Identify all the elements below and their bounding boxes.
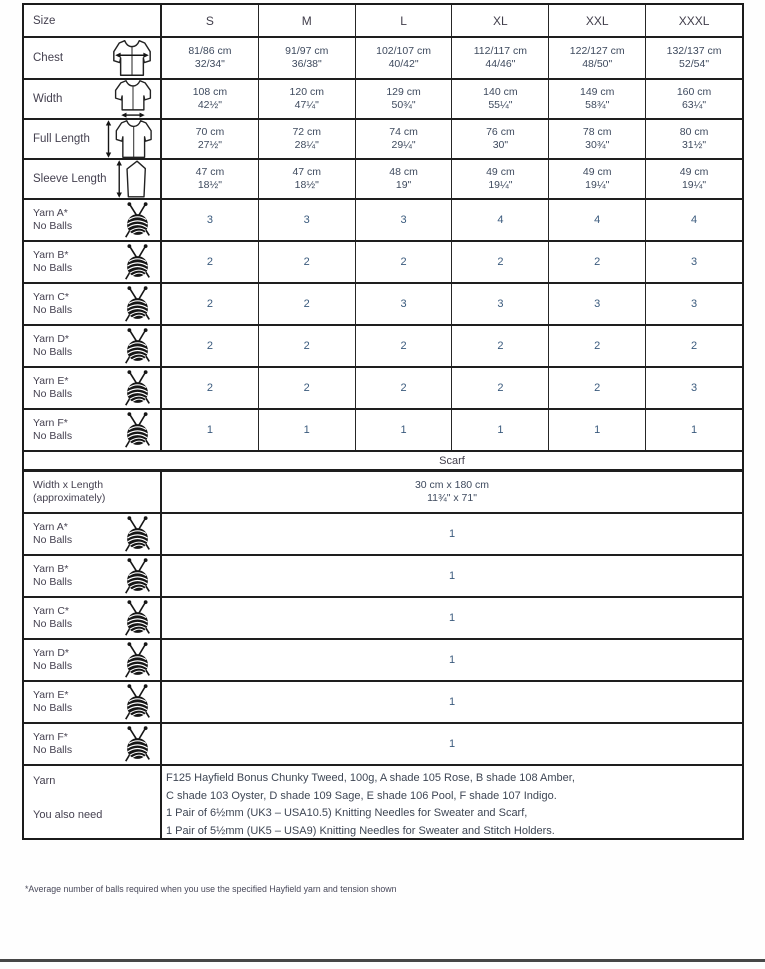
yarn-c-value-cell <box>259 284 356 324</box>
width-value-cell <box>646 80 742 118</box>
yarn-f-value-cell <box>259 410 356 450</box>
ball-count: 2 <box>690 340 698 352</box>
size-col-label: M <box>301 13 312 28</box>
yarn-b-value-cell <box>162 242 259 282</box>
scarf-yarn-c-value-cell <box>162 598 742 638</box>
value-in: 30¾" <box>585 139 610 151</box>
yarn-name: Yarn B* <box>33 248 69 261</box>
value-in: 19" <box>395 179 412 191</box>
yarn-f-value-cell <box>356 410 453 450</box>
value-in: 58¾" <box>585 99 610 111</box>
no-balls-label: No Balls <box>33 744 73 756</box>
full-length-label: Full Length <box>33 133 90 145</box>
scarf-heading-row <box>24 452 742 472</box>
yarn-d-value-cell <box>259 326 356 366</box>
ball-count: 3 <box>497 298 504 310</box>
ball-count: 1 <box>690 424 698 436</box>
ball-count: 2 <box>594 256 601 268</box>
value-cm: 47 cm <box>292 165 322 178</box>
value-cm: 49 cm <box>486 165 515 178</box>
ball-count: 4 <box>594 214 601 226</box>
yarn-f-row <box>24 410 742 452</box>
yarn-ball-icon <box>121 369 154 407</box>
yarn-a-value-cell <box>452 200 549 240</box>
ball-count: 2 <box>497 340 504 352</box>
yarn-a-label-cell <box>24 200 162 240</box>
width-value-cell <box>356 80 453 118</box>
value-cm: 72 cm <box>292 125 322 138</box>
yarn-ball-icon <box>121 683 154 721</box>
no-balls-label: No Balls <box>33 702 73 714</box>
yarn-a-value-cell <box>646 200 742 240</box>
ball-count: 2 <box>400 256 407 268</box>
value-cm: 76 cm <box>486 125 515 138</box>
materials-label-cell <box>24 766 162 838</box>
scarf-heading-spacer <box>24 452 162 469</box>
yarn-b-row <box>24 242 742 284</box>
yarn-b-value-cell <box>646 242 742 282</box>
full-length-value-cell <box>356 120 453 158</box>
full-length-value-cell <box>549 120 646 158</box>
scarf-dimensions-value-cell <box>162 472 742 512</box>
yarn-b-value-cell <box>549 242 646 282</box>
size-col-label: XL <box>493 13 508 28</box>
ball-count: 1 <box>497 424 504 436</box>
ball-count: 2 <box>206 256 213 268</box>
value-cm: 48 cm <box>389 165 418 178</box>
scarf-yarn-e-label-cell <box>24 682 162 722</box>
yarn-ball-icon <box>121 243 154 281</box>
ball-count: 2 <box>594 340 601 352</box>
full-length-row <box>24 120 742 160</box>
no-balls-label: No Balls <box>33 262 73 274</box>
yarn-f-value-cell <box>549 410 646 450</box>
sleeve-length-value-cell <box>452 160 549 198</box>
scarf-yarn-f-label-cell <box>24 724 162 764</box>
value-in: 19¼" <box>488 179 513 191</box>
scarf-yarn-b-label-cell <box>24 556 162 596</box>
scarf-yarn-f-label <box>33 731 72 758</box>
ball-count: 2 <box>303 256 310 268</box>
size-header-label: Size <box>33 14 56 27</box>
value-cm: 129 cm <box>386 85 421 98</box>
width-value-cell <box>162 80 259 118</box>
ball-count: 1 <box>594 424 601 436</box>
yarn-a-value-cell <box>259 200 356 240</box>
value-cm: 108 cm <box>192 85 228 98</box>
value-in: 18½" <box>197 179 222 191</box>
no-balls-label: No Balls <box>33 534 73 546</box>
yarn-ball-icon <box>121 725 154 763</box>
scarf-heading-cell <box>162 452 742 469</box>
ball-count: 2 <box>400 382 407 394</box>
full-length-label-cell <box>24 120 162 158</box>
scarf-yarn-c-label-cell <box>24 598 162 638</box>
ball-count: 1 <box>448 738 456 750</box>
no-balls-label: No Balls <box>33 576 73 588</box>
yarn-a-value-cell <box>162 200 259 240</box>
ball-count: 1 <box>206 424 213 436</box>
chest-value-cell <box>356 38 453 78</box>
sleeve-length-row <box>24 160 742 200</box>
size-col-xxxl <box>646 5 742 36</box>
yarn-name: Yarn F* <box>33 416 68 429</box>
yarn-ball-icon <box>121 641 154 679</box>
chest-label-cell <box>24 38 162 78</box>
scarf-yarn-f-row <box>24 724 742 766</box>
dim-label-line1: Width x Length <box>33 478 104 491</box>
size-col-xl <box>452 5 549 36</box>
value-cm: 149 cm <box>580 85 615 98</box>
scarf-dimensions-label-cell <box>24 472 162 512</box>
materials-row <box>24 766 742 838</box>
value-in: 31½" <box>681 139 707 151</box>
width-label-cell <box>24 80 162 118</box>
ball-count: 4 <box>497 214 504 226</box>
dim-label-line2: (approximately) <box>33 492 106 504</box>
value-cm: 120 cm <box>289 85 324 98</box>
width-label: Width <box>33 93 63 105</box>
ball-count: 2 <box>206 340 213 352</box>
ball-count: 3 <box>594 298 601 310</box>
value-in: 44/46" <box>485 58 516 70</box>
yarn-f-label-cell <box>24 410 162 450</box>
yarn-c-value-cell <box>356 284 453 324</box>
value-cm: 132/137 cm <box>666 44 722 57</box>
ball-count: 3 <box>690 382 698 394</box>
ball-count: 3 <box>400 214 407 226</box>
size-col-label: XXXL <box>678 13 710 28</box>
scarf-heading: Scarf <box>439 454 465 467</box>
value-in: 18½" <box>294 179 319 191</box>
scarf-yarn-e-label <box>33 689 72 716</box>
no-balls-label: No Balls <box>33 346 73 358</box>
yarn-materials-label: Yarn <box>33 775 56 787</box>
yarn-a-row <box>24 200 742 242</box>
yarn-ball-icon <box>121 201 154 239</box>
yarn-e-value-cell <box>646 368 742 408</box>
yarn-name: Yarn E* <box>33 688 69 701</box>
ball-count: 3 <box>690 256 698 268</box>
value-cm: 102/107 cm <box>376 44 431 57</box>
value-in: 55¼" <box>488 99 513 111</box>
no-balls-label: No Balls <box>33 220 73 232</box>
value-cm: 30 cm x 180 cm <box>414 478 490 491</box>
scarf-yarn-b-row <box>24 556 742 598</box>
scarf-yarn-e-row <box>24 682 742 724</box>
yarn-c-value-cell <box>549 284 646 324</box>
value-in: 28¼" <box>294 139 319 151</box>
yarn-a-value-cell <box>549 200 646 240</box>
size-col-label: S <box>205 13 214 28</box>
scarf-yarn-d-value-cell <box>162 640 742 680</box>
sleeve-length-value-cell <box>162 160 259 198</box>
yarn-e-label <box>33 375 72 402</box>
chest-value-cell <box>452 38 549 78</box>
yarn-name: Yarn E* <box>33 374 69 387</box>
ball-count: 1 <box>448 696 456 708</box>
yarn-name: Yarn B* <box>33 562 69 575</box>
yarn-b-value-cell <box>356 242 453 282</box>
yarn-name: Yarn D* <box>33 332 69 345</box>
materials-line: F125 Hayfield Bonus Chunky Tweed, 100g, A shade 105 Rose, B shade 108 Amber, <box>166 772 575 784</box>
no-balls-label: No Balls <box>33 430 73 442</box>
yarn-e-value-cell <box>452 368 549 408</box>
chest-value-cell <box>259 38 356 78</box>
yarn-c-row <box>24 284 742 326</box>
ball-count: 3 <box>303 214 310 226</box>
size-table <box>22 3 744 840</box>
full-length-value-cell <box>646 120 742 158</box>
size-col-label: L <box>400 13 407 28</box>
yarn-e-value-cell <box>259 368 356 408</box>
ball-count: 1 <box>448 654 456 666</box>
yarn-name: Yarn C* <box>33 604 69 617</box>
value-in: 19¼" <box>681 179 707 191</box>
no-balls-label: No Balls <box>33 618 73 630</box>
yarn-d-row <box>24 326 742 368</box>
scarf-yarn-a-value-cell <box>162 514 742 554</box>
yarn-c-label <box>33 291 72 318</box>
scarf-yarn-d-label-cell <box>24 640 162 680</box>
yarn-b-value-cell <box>259 242 356 282</box>
yarn-d-value-cell <box>646 326 742 366</box>
yarn-ball-icon <box>121 285 154 323</box>
ball-count: 1 <box>448 612 456 624</box>
ball-count: 1 <box>448 528 456 540</box>
value-in: 27½" <box>197 139 222 151</box>
size-col-m <box>259 5 356 36</box>
value-cm: 49 cm <box>679 165 709 178</box>
yarn-c-value-cell <box>452 284 549 324</box>
scarf-yarn-e-value-cell <box>162 682 742 722</box>
value-cm: 49 cm <box>582 165 612 178</box>
ball-count: 2 <box>303 382 310 394</box>
value-in: 48/50" <box>582 58 613 70</box>
yarn-c-label-cell <box>24 284 162 324</box>
ball-count: 2 <box>594 382 601 394</box>
width-row <box>24 80 742 120</box>
value-in: 40/42" <box>388 58 419 70</box>
footnote: *Average number of balls required when you use the specified Hayfield yarn and tension shown <box>25 884 397 894</box>
size-col-xxl <box>549 5 646 36</box>
you-also-need-label: You also need <box>33 809 103 821</box>
scarf-yarn-a-row <box>24 514 742 556</box>
ball-count: 2 <box>497 382 504 394</box>
size-col-label: XXL <box>585 13 609 28</box>
value-cm: 112/117 cm <box>473 44 528 57</box>
value-in: 36/38" <box>291 58 322 70</box>
value-cm: 78 cm <box>582 125 612 138</box>
full-length-value-cell <box>162 120 259 158</box>
value-cm: 140 cm <box>483 85 518 98</box>
yarn-ball-icon <box>121 515 154 553</box>
yarn-name: Yarn A* <box>33 520 68 533</box>
yarn-name: Yarn A* <box>33 206 68 219</box>
materials-line: 1 Pair of 6½mm (UK3 – USA10.5) Knitting Needles for Sweater and Scarf, <box>166 807 528 819</box>
sweater-chest-measure-icon <box>110 38 154 78</box>
no-balls-label: No Balls <box>33 388 73 400</box>
ball-count: 1 <box>400 424 407 436</box>
yarn-f-value-cell <box>646 410 742 450</box>
yarn-e-value-cell <box>162 368 259 408</box>
yarn-name: Yarn F* <box>33 730 68 743</box>
value-cm: 47 cm <box>195 165 225 178</box>
yarn-c-value-cell <box>162 284 259 324</box>
materials-line: 1 Pair of 5½mm (UK5 – USA9) Knitting Needles for Sweater and Stitch Holders. <box>166 824 555 837</box>
size-col-l <box>356 5 453 36</box>
ball-count: 3 <box>690 298 698 310</box>
yarn-e-value-cell <box>549 368 646 408</box>
yarn-d-value-cell <box>356 326 453 366</box>
yarn-f-value-cell <box>162 410 259 450</box>
scarf-dimensions-row <box>24 472 742 514</box>
full-length-value-cell <box>452 120 549 158</box>
width-value-cell <box>549 80 646 118</box>
yarn-e-value-cell <box>356 368 453 408</box>
scarf-yarn-b-value-cell <box>162 556 742 596</box>
page-bottom-rule <box>0 959 765 962</box>
ball-count: 2 <box>400 340 407 352</box>
width-value-cell <box>259 80 356 118</box>
chest-row <box>24 38 742 80</box>
chest-label: Chest <box>33 52 64 64</box>
yarn-name: Yarn C* <box>33 290 69 303</box>
width-value-cell <box>452 80 549 118</box>
value-in: 50¾" <box>391 99 416 111</box>
value-cm: 74 cm <box>389 125 418 138</box>
garment-length-measure-icon <box>103 120 154 158</box>
value-cm: 122/127 cm <box>569 44 625 57</box>
sleeve-length-value-cell <box>356 160 453 198</box>
ball-count: 3 <box>206 214 213 226</box>
scarf-yarn-f-value-cell <box>162 724 742 764</box>
value-cm: 160 cm <box>676 85 712 98</box>
scarf-yarn-d-label <box>33 647 72 674</box>
scarf-dimensions-label <box>33 479 105 506</box>
yarn-d-value-cell <box>549 326 646 366</box>
yarn-d-value-cell <box>452 326 549 366</box>
chest-value-cell <box>549 38 646 78</box>
yarn-ball-icon <box>121 411 154 449</box>
value-cm: 80 cm <box>679 125 709 138</box>
ball-count: 3 <box>400 298 407 310</box>
scarf-yarn-a-label-cell <box>24 514 162 554</box>
yarn-d-value-cell <box>162 326 259 366</box>
yarn-f-label <box>33 417 72 444</box>
scarf-yarn-a-label <box>33 521 72 548</box>
ball-count: 4 <box>690 214 698 226</box>
value-in: 29¼" <box>391 139 416 151</box>
yarn-name: Yarn D* <box>33 646 69 659</box>
ball-count: 2 <box>303 298 310 310</box>
value-in: 19¼" <box>585 179 610 191</box>
no-balls-label: No Balls <box>33 660 73 672</box>
yarn-ball-icon <box>121 557 154 595</box>
yarn-d-label-cell <box>24 326 162 366</box>
scarf-yarn-b-label <box>33 563 72 590</box>
yarn-ball-icon <box>121 599 154 637</box>
yarn-c-value-cell <box>646 284 742 324</box>
value-in: 32/34" <box>194 58 225 70</box>
size-col-s <box>162 5 259 36</box>
yarn-b-label <box>33 249 72 276</box>
yarn-a-value-cell <box>356 200 453 240</box>
yarn-d-label <box>33 333 72 360</box>
chest-value-cell <box>162 38 259 78</box>
value-in: 42½" <box>197 99 222 111</box>
yarn-b-label-cell <box>24 242 162 282</box>
sweater-width-measure-icon <box>112 80 154 118</box>
value-cm: 91/97 cm <box>285 44 329 57</box>
value-in: 63¼" <box>681 99 707 111</box>
scarf-yarn-d-row <box>24 640 742 682</box>
sleeve-length-value-cell <box>549 160 646 198</box>
value-in: 47¼" <box>294 99 319 111</box>
chest-value-cell <box>646 38 742 78</box>
yarn-b-value-cell <box>452 242 549 282</box>
value-in: 52/54" <box>679 58 710 70</box>
value-cm: 81/86 cm <box>188 44 232 57</box>
ball-count: 2 <box>303 340 310 352</box>
scarf-yarn-c-row <box>24 598 742 640</box>
yarn-f-value-cell <box>452 410 549 450</box>
materials-line: C shade 103 Oyster, D shade 109 Sage, E shade 106 Pool, F shade 107 Indigo. <box>166 789 557 802</box>
sleeve-length-label: Sleeve Length <box>33 173 107 185</box>
size-header-row <box>24 5 742 38</box>
ball-count: 1 <box>448 570 456 582</box>
scarf-yarn-c-label <box>33 605 72 632</box>
sleeve-length-measure-icon <box>114 160 154 198</box>
value-in: 30" <box>492 139 509 151</box>
ball-count: 1 <box>303 424 310 436</box>
no-balls-label: No Balls <box>33 304 73 316</box>
value-cm: 70 cm <box>195 125 225 138</box>
full-length-value-cell <box>259 120 356 158</box>
size-header-label-cell <box>24 5 162 36</box>
ball-count: 2 <box>497 256 504 268</box>
sleeve-length-value-cell <box>259 160 356 198</box>
yarn-a-label <box>33 207 72 234</box>
sleeve-length-value-cell <box>646 160 742 198</box>
yarn-ball-icon <box>121 327 154 365</box>
value-in: 11¾" x 71" <box>427 492 477 504</box>
materials-text-cell <box>162 766 742 838</box>
ball-count: 2 <box>206 382 213 394</box>
ball-count: 2 <box>206 298 213 310</box>
sleeve-length-label-cell <box>24 160 162 198</box>
yarn-e-row <box>24 368 742 410</box>
yarn-e-label-cell <box>24 368 162 408</box>
